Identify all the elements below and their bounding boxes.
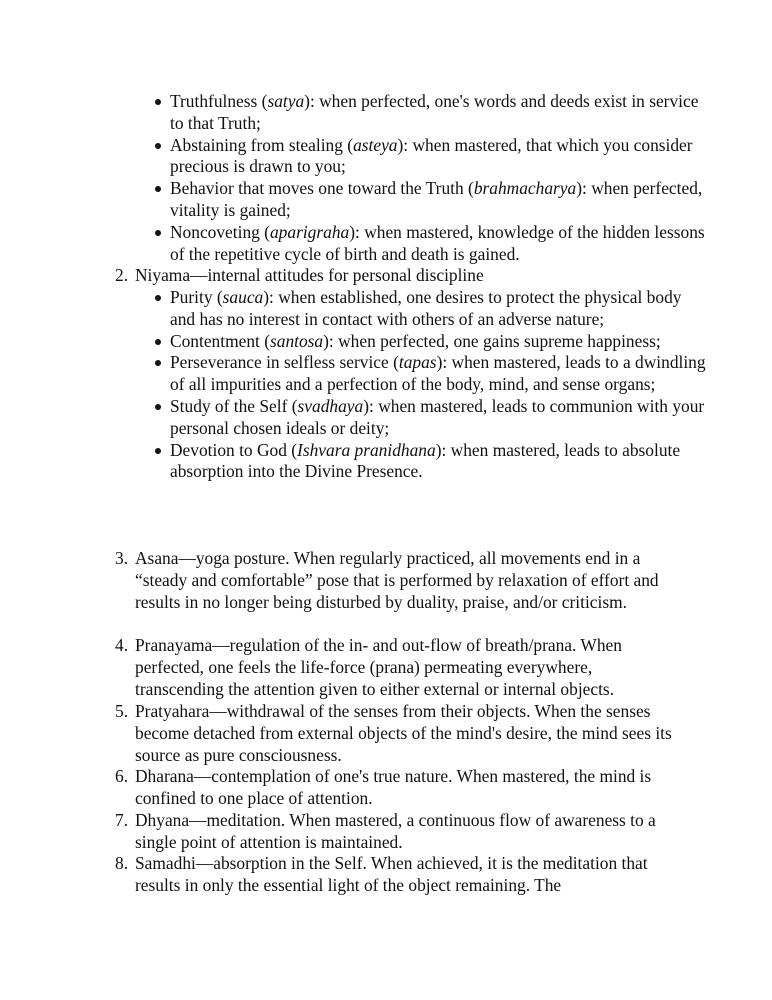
numbered-item-asana [115,548,675,613]
bullet-icon [155,186,161,192]
numbered-item-samadhi [115,853,675,897]
bullet-icon [155,448,161,454]
bullet-icon [155,230,161,236]
list-item: Purity (sauca): when established, one desires to protect the physical body and has no interest in contact with others of an adverse nature; [170,287,710,331]
item-text: Niyama—internal attitudes for personal discipline [135,265,484,285]
numbered-item-pratyahara [115,701,675,766]
bullet-icon [155,99,161,105]
item-number: 4. [115,635,129,655]
niyama-bullet-list [170,287,710,483]
numbered-item-niyama [115,265,675,287]
item-number: 7. [115,810,129,830]
bullet-icon [155,339,161,345]
item-text: Dharana—contemplation of one's true nature. When mastered, the mind is confined to one place of attention. [135,766,652,808]
list-item: Noncoveting (aparigraha): when mastered, knowledge of the hidden lessons of the repetitive cycle of birth and death is gained. [170,222,710,266]
item-number: 2. [115,265,129,285]
list-item: Truthfulness (satya): when perfected, one's words and deeds exist in service to that Truth; [170,91,710,135]
list-item: Study of the Self (svadhaya): when mastered, leads to communion with your personal chosen ideals or deity; [170,396,710,440]
numbered-item-dhyana [115,810,675,854]
bullet-icon [155,404,161,410]
item-text: Dhyana—meditation. When mastered, a continuous flow of awareness to a single point of attention is maintained. [135,810,656,852]
list-item: Devotion to God (Ishvara pranidhana): when mastered, leads to absolute absorption into the Divine Presence. [170,440,710,484]
item-text: Asana—yoga posture. When regularly practiced, all movements end in a “steady and comfortable” pose that is performed by relaxation of effort and results in no longer being disturbed by duality, praise, and/or criticism. [135,548,659,612]
item-text: Pranayama—regulation of the in- and out-flow of breath/prana. When perfected, one feels the life-force (prana) permeating everywhere, transcending the attention given to either external or internal objects. [135,635,622,699]
numbered-item-dharana [115,766,675,810]
list-item: Perseverance in selfless service (tapas): when mastered, leads to a dwindling of all impurities and a perfection of the body, mind, and sense organs; [170,352,710,396]
bullet-icon [155,143,161,149]
list-item: Contentment (santosa): when perfected, one gains supreme happiness; [170,331,710,353]
item-text: Pratyahara—withdrawal of the senses from their objects. When the senses become detached from external objects of the mind's desire, the mind sees its source as pure consciousness. [135,701,672,765]
item-number: 8. [115,853,129,873]
item-number: 6. [115,766,129,786]
bullet-icon [155,295,161,301]
list-item: Behavior that moves one toward the Truth (brahmacharya): when perfected, vitality is gained; [170,178,710,222]
yama-bullet-list [170,91,710,265]
list-item: Abstaining from stealing (asteya): when mastered, that which you consider precious is drawn to you; [170,135,710,179]
item-text: Samadhi—absorption in the Self. When achieved, it is the meditation that results in only the essential light of the object remaining. The [135,853,648,895]
item-number: 5. [115,701,129,721]
item-number: 3. [115,548,129,568]
bullet-icon [155,360,161,366]
numbered-item-pranayama [115,635,675,700]
